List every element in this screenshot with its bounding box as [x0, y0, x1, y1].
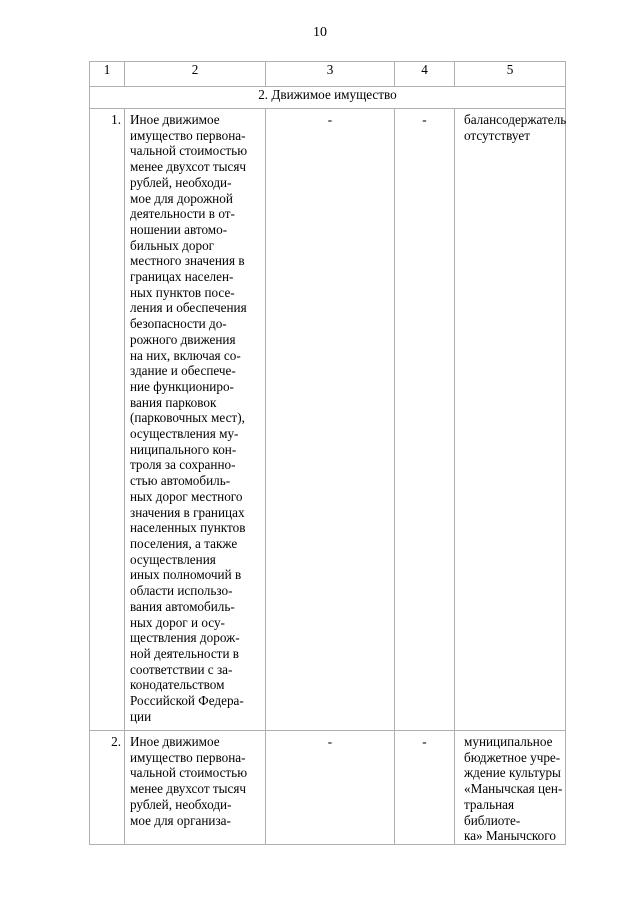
cell-col4: - — [395, 731, 455, 845]
text-line: конодательством — [130, 677, 225, 693]
text-line: деятельности в от- — [130, 206, 235, 222]
text-line: осуществления — [130, 551, 216, 567]
text-line: менее двухсот тысяч — [130, 781, 247, 797]
header-cell: 1 — [90, 62, 125, 87]
text-line: значения в границах — [130, 504, 245, 520]
text-line: бюджетное учре- — [464, 749, 561, 765]
row-description — [125, 731, 266, 845]
text-line: тральная библиоте- — [464, 796, 521, 828]
row-number: 2. — [90, 731, 125, 845]
section-row — [90, 87, 566, 109]
header-cell: 3 — [266, 62, 395, 87]
text-line: Иное движимое — [130, 112, 220, 127]
row-number: 1. — [90, 109, 125, 731]
text-line: поселения, а также — [130, 535, 238, 551]
cell-col4: - — [395, 109, 455, 731]
text-line: границах населен- — [130, 269, 234, 285]
table-row — [90, 731, 566, 845]
text-line: местного значения в — [130, 253, 245, 269]
header-cell: 2 — [125, 62, 266, 87]
text-line: вания парковок — [130, 394, 217, 410]
row-holder — [455, 109, 566, 731]
header-cell: 5 — [455, 62, 566, 87]
table-row — [90, 109, 566, 731]
text-line: соответствии с за- — [130, 661, 233, 677]
text-line: мое для дорожной — [130, 190, 233, 206]
text-line: ношении автомо- — [130, 221, 228, 237]
text-line: муниципальное — [464, 734, 553, 749]
row-holder — [455, 731, 566, 845]
text-line: на них, включая со- — [130, 347, 241, 363]
text-line: Российской Федера- — [130, 693, 244, 709]
text-line: ние функциониро- — [130, 378, 234, 394]
text-line: менее двухсот тысяч — [130, 159, 247, 175]
cell-col3: - — [266, 731, 395, 845]
text-line: балансодержатель — [464, 112, 567, 127]
text-line: здание и обеспече- — [130, 363, 236, 379]
text-line: чальной стоимостью — [130, 765, 248, 781]
text-line: чальной стоимостью — [130, 143, 248, 159]
cell-col3: - — [266, 109, 395, 731]
text-line: вания автомобиль- — [130, 598, 235, 614]
text-line: мое для организа- — [130, 812, 231, 828]
page-number: 10 — [313, 25, 327, 40]
text-line: ка» Манычского — [464, 828, 556, 844]
text-line: населенных пунктов — [130, 520, 246, 536]
text-line: безопасности до- — [130, 316, 227, 332]
text-line: отсутствует — [464, 127, 530, 143]
section-title: 2. Движимое имущество — [90, 87, 566, 109]
text-line: рублей, необходи- — [130, 796, 232, 812]
text-line: ления и обеспечения — [130, 300, 247, 316]
text-line: (парковочных мест), — [130, 410, 245, 426]
text-line: ции — [130, 708, 152, 724]
property-table — [89, 61, 566, 845]
text-line: области использо- — [130, 583, 233, 599]
text-line: имущество первона- — [130, 749, 246, 765]
text-line: иных полномочий в — [130, 567, 242, 583]
text-line: ной деятельности в — [130, 645, 240, 661]
text-line: ных дорог и осу- — [130, 614, 225, 630]
text-line: рожного движения — [130, 331, 236, 347]
text-line: имущество первона- — [130, 127, 246, 143]
text-line: бильных дорог — [130, 237, 215, 253]
text-line: ных дорог местного — [130, 488, 243, 504]
text-line: троля за сохранно- — [130, 457, 236, 473]
text-line: Иное движимое — [130, 734, 220, 749]
text-line: ждение культуры — [464, 765, 561, 781]
text-line: ниципального кон- — [130, 441, 237, 457]
header-cell: 4 — [395, 62, 455, 87]
row-description — [125, 109, 266, 731]
text-line: ных пунктов посе- — [130, 284, 235, 300]
text-line: ществления дорож- — [130, 630, 240, 646]
text-line: стью автомобиль- — [130, 473, 231, 489]
text-line: рублей, необходи- — [130, 174, 232, 190]
table-header-row — [90, 62, 566, 87]
text-line: «Манычская цен- — [464, 781, 563, 797]
text-line: осуществления му- — [130, 426, 239, 442]
